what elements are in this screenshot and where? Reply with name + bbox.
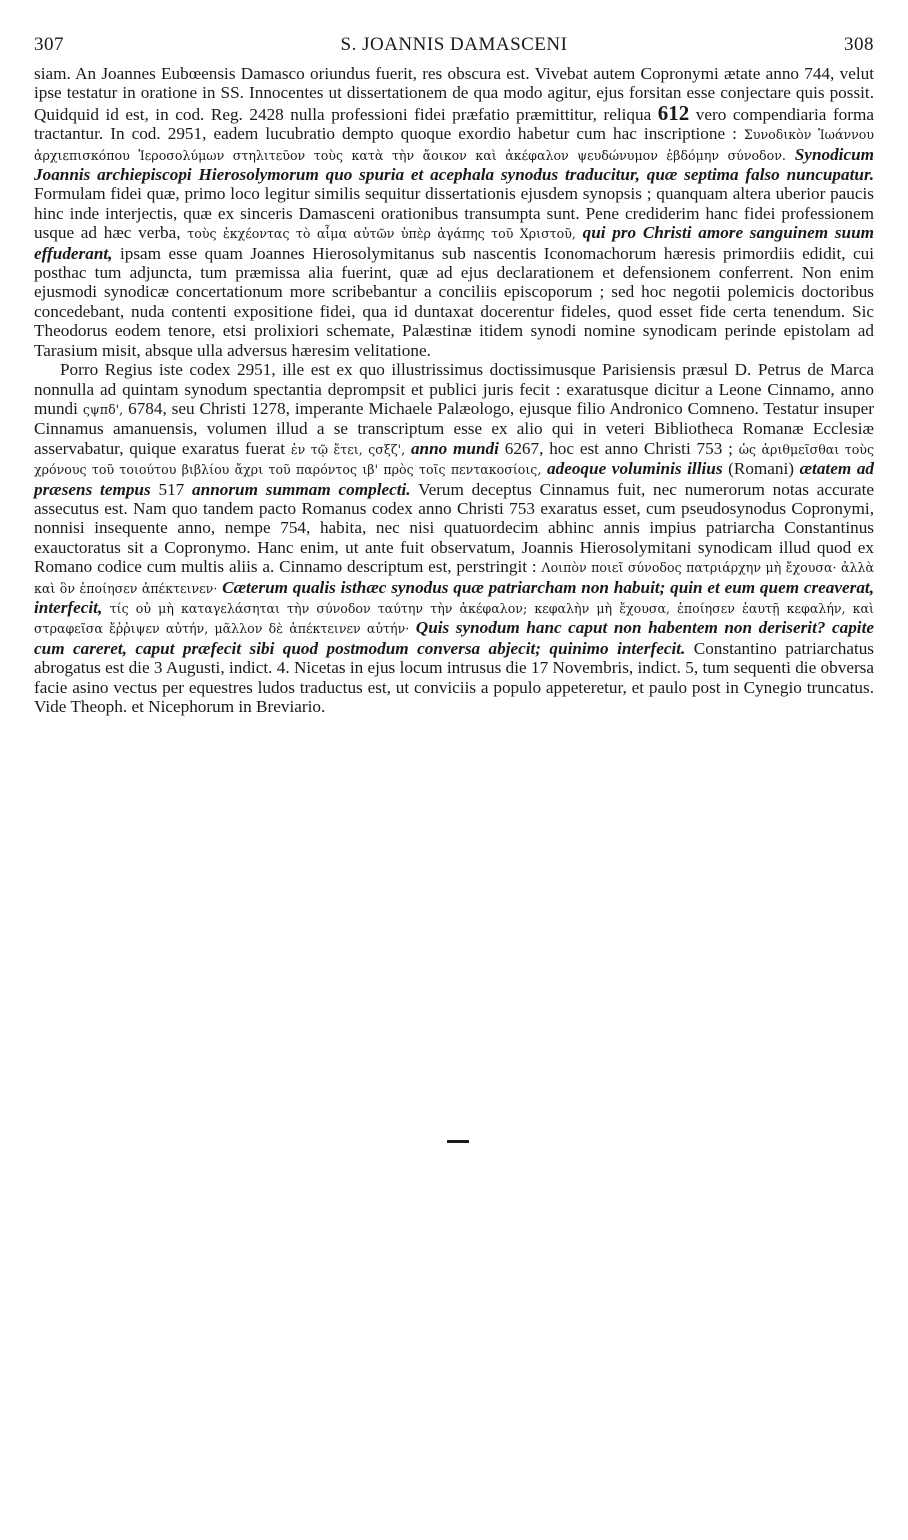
- paragraph-2: [34, 360, 874, 716]
- italic-latin-text: Quis synodum hanc caput non habentem non deriserit? capite cum careret, caput præfecit sibi quod postmodum conversa abjecit; quinimo interfecit.: [34, 618, 874, 658]
- text-run: 517: [158, 479, 185, 499]
- right-column-number: 308: [844, 34, 874, 55]
- italic-latin-text: Cæterum qualis isthæc synodus quæ patriarcham non habuit; quin et eum quem creaverat, interfecit,: [34, 577, 874, 617]
- text-run: Constantino patriarchatus abrogatus est die 3 Augusti, indict. 4. Nicetas in ejus locum intrusus die 17 Novembris, indict. 5, tum sequenti die obversa facie asino vectus per equestres ludos traductus est, ut conviciis a populo appeteretur, et paulo post in Cynegio truncatus. Vide Theoph. et Nicephorum in Breviario.: [34, 638, 874, 716]
- text-run: vero compendiaria forma tractantur. In cod. 2951, eadem lucubratio dempto quoque exordio habetur cum hac inscriptione :: [34, 104, 874, 144]
- greek-text: Συνοδικὸν Ἰωάννου ἀρχιεπισκόπου Ἱεροσολύμων στηλιτεῦον τοὺς κατὰ τὴν ἄοικον καὶ ἀκέφαλον ψευδώνυμον ἑβδόμην σύνοδον.: [34, 127, 874, 163]
- greek-text: τίς οὐ μὴ καταγελάσηται τὴν σύνοδον ταύτην τὴν ἀκέφαλον; κεφαλὴν μὴ ἔχουσα, ἐποίησεν ἑαυτῇ κεφαλήν, καὶ στραφεῖσα ἔῤῥιψεν αὐτήν, μᾶλλον δὲ ἀπέκτεινεν αὐτήν·: [34, 600, 874, 637]
- text-run: 6267, hoc est anno Christi 753 ;: [504, 438, 733, 458]
- greek-text: τοὺς ἐκχέοντας τὸ αἷμα αὐτῶν ὑπὲρ ἀγάπης τοῦ Χριστοῦ,: [187, 226, 576, 242]
- running-header: [34, 34, 874, 64]
- text-run: 6784, seu Christi 1278, imperante Michaele Palæologo, ejusque filio Andronico Comneno. Testatur insuper Cinnamus amanuensis, volumen illud a se transcriptum esse ex alio qui in veteri Bibliotheca Romanæ Ecclesiæ asservabatur, quique exaratus fuerat: [34, 398, 875, 458]
- text-run: Verum deceptus Cinnamus fuit, nec numerorum notas accurate assecutus est. Nam quo tandem pacto Romanus codex anno Christi 753 exaratus esset, cum pseudosynodus Copronymi, nonnisi insequente anno, nempe 754, habita, nec nisi quatuordecim abhinc annis impius patriarcha Constantinus exauctoratus sit a Copronymo. Hanc enim, ut ante fuit observatum, Joannis Hierosolymitani synodicam illud quod ex Romano codice cum multis aliis a. Cinnamo descriptum est, perstringit :: [34, 479, 874, 577]
- running-title: S. JOANNIS DAMASCENI: [340, 34, 568, 55]
- greek-text: ἐν τῷ ἔτει, ςσξζ',: [290, 441, 406, 457]
- page: [34, 34, 874, 716]
- greek-text: ςψπδ',: [82, 401, 124, 417]
- italic-latin-text: annorum summam complecti.: [192, 479, 411, 499]
- italic-latin-text: ætatem ad præsens tempus: [34, 459, 875, 499]
- text-run: siam. An Joannes Eubœensis Damasco oriundus fuerit, res obscura est. Vivebat autem Copronymi ætate anno 744, velut ipse testatur in oratione in SS. Innocentes ut dissertationem de qua modo agitur, ejus forsitan esse conjectare quis possit. Quidquid id est, in cod. Reg. 2428 nulla professioni fidei præfatio præmittitur, reliqua: [34, 64, 874, 124]
- paragraph-1: [34, 64, 874, 360]
- italic-latin-text: adeoque voluminis illius: [547, 459, 723, 479]
- italic-latin-text: Synodicum Joannis archiepiscopi Hierosolymorum quo spuria et acephala synodus traducitur, quæ septima falso nuncupatur.: [34, 144, 875, 185]
- body-text: [34, 64, 874, 716]
- greek-text: Λοιπὸν ποιεῖ σύνοδος πατριάρχην μὴ ἔχουσα· ἀλλὰ καὶ ὃν ἐποίησεν ἀπέκτεινεν·: [34, 560, 874, 596]
- text-run: Formulam fidei quæ, primo loco legitur similis sequitur dissertationis ejusdem synopsis ; quanquam altera uberior paucis hinc inde interjectis, quæ ex sinceris Damasceni orationibus transumpta sunt. Pene crediderim hanc fidei professionem usque ad hæc verba,: [34, 184, 874, 243]
- italic-latin-text: anno mundi: [410, 438, 499, 458]
- text-run: ipsam esse quam Joannes Hierosolymitanus sub nascentis Iconomachorum hæresis primordiis edidit, cui posthac tum adjuncta, tum præmissa alia fuerint, quæ ad ejus declarationem et defensionem conferrent. Non enim ejusmodi synodicæ concertationum more scribebantur a conciliis episcoporum ; sed hoc negotii polemicis doctoribus concedebant, nuda contenti expositione fidei, qua id duntaxat docerentur fideles, quod esset fide certa tenendum. Sic Theodorus eodem tenore, etsi prolixiori schemate, Palæstinæ itidem synodi nomine synodicam perinde epistolam ad Tarasium misit, absque ulla adversus hæresim velitatione.: [34, 243, 875, 360]
- text-run: (Romani): [728, 459, 795, 479]
- left-column-number: 307: [34, 34, 64, 55]
- text-run: Porro Regius iste codex 2951, ille est ex quo illustrissimus doctissimusque Parisiensis præsul D. Petrus de Marca nonnulla ad quintam synodum spectantia deprompsit et publici juris fecit : exaratusque dicitur a Leone Cinnamo, anno mundi: [34, 360, 874, 418]
- italic-latin-text: qui pro Christi amore sanguinem suum effuderant,: [34, 223, 875, 263]
- greek-text: ὡς ἀριθμεῖσθαι τοὺς χρόνους τοῦ τοιούτου βιβλίου ἄχρι τοῦ παρόντος ιβ' πρὸς τοῖς πεντακοσίοις,: [34, 441, 875, 478]
- section-divider-dash: [447, 1140, 469, 1143]
- page-marker: 612: [657, 100, 690, 125]
